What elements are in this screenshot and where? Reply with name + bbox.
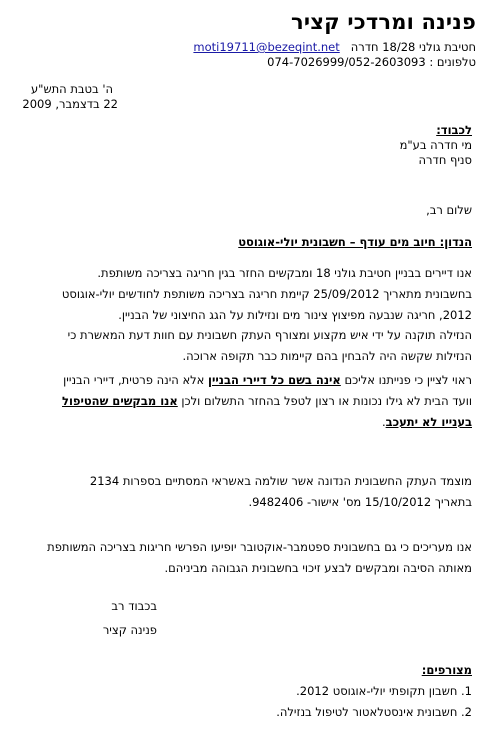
emphasis-not-all-residents: אינה בשם כל דיירי הבניין — [208, 373, 341, 387]
recipient-line-1: מי חדרה בע"מ — [399, 138, 472, 152]
paragraph-3 — [28, 471, 472, 513]
sender-name: פנינה ומרדכי קציר — [291, 10, 476, 34]
paragraph-1-line: הנזילה תוקנה על ידי איש מקצוע ומצורף העתק חשבונית עם חוות דעת המאשרת כי — [67, 328, 472, 343]
paragraph-4-line: מאותה הסיבה ומבקשים לבצע זיכוי בחשבונית הגבוהה מביניהם. — [164, 560, 472, 575]
paragraph-2-line-2 — [28, 391, 472, 412]
sender-phones: טלפונים : 074-7026999/052-2603093 — [267, 55, 476, 69]
subject-line: הנדון: חיוב מים עודף – חשבונית יולי-אוגוסט — [238, 235, 472, 249]
emphasis-request: אנו מבקשים שהטיפול — [62, 393, 178, 408]
paragraph-4-line: אנו מעריכים כי גם בחשבונית ספטמבר-אוקטובר יופיעו הפרשי חריגות בצריכה המשותפת — [47, 540, 472, 554]
paragraph-3-line: מוצמד העתק החשבונית הנדונה אשר שולמה באשראי המסתיים בספרות 2134 — [89, 474, 472, 488]
attachment-item: 2. חשבונית אינסטלאטור לטיפול בנזילה. — [276, 705, 472, 719]
recipient-label: לכבוד: — [436, 123, 472, 137]
closing-regards: בכבוד רב — [111, 599, 157, 613]
date-gregorian: 22 בדצמבר, 2009 — [22, 97, 118, 111]
paragraph-2-line-3 — [28, 412, 472, 433]
signature-name: פנינה קציר — [102, 623, 157, 637]
paragraph-2 — [28, 370, 472, 432]
greeting: שלום רב, — [426, 203, 472, 217]
sender-address: חטיבת גולני 18/28 חדרה — [350, 40, 476, 54]
paragraph-1 — [28, 263, 472, 367]
emphasis-no-delay: בענייו לא יתעכב — [385, 414, 472, 429]
paragraph-2-line-1 — [28, 370, 472, 391]
paragraph-2-text: ראוי לציין כי פנייתנו אליכם — [340, 373, 472, 387]
attachments-label: מצורפים: — [421, 663, 472, 677]
paragraph-1-line: בחשבונית מתאריך 25/09/2012 קיימת חריגה בצריכה משותפת לחודשים יולי-אוגוסט — [61, 286, 472, 301]
sender-address-line — [193, 40, 476, 54]
paragraph-3-line: בתאריך 15/10/2012 מס' אישור- 9482406. — [248, 494, 472, 509]
paragraph-2-text: אלא הינה פרטית, דיירי הבניין — [63, 373, 209, 387]
sender-email-link[interactable]: moti19711@bezeqint.net — [193, 40, 340, 54]
date-hebrew: ה' בטבת התש"ע — [30, 82, 113, 96]
paragraph-2-text: . — [381, 414, 386, 429]
paragraph-4 — [28, 537, 472, 579]
paragraph-1-line: אנו דיירים בבניין חטיבת גולני 18 ומבקשים החזר בגין חריגה בצריכה משותפת. — [97, 266, 472, 280]
paragraph-1-line: הנזילות שקשה היה להבחין בהם קיימות כבר תקופה ארוכה. — [182, 349, 472, 364]
attachment-item: 1. חשבון תקופתי יולי-אוגוסט 2012. — [296, 684, 472, 698]
paragraph-1-line: 2012, חריגה שנבעה מפיצוץ צינור מים ונזילות על הגג החיצוני של הבניין. — [118, 307, 472, 322]
recipient-line-2: סניף חדרה — [418, 153, 472, 167]
paragraph-2-text: וועד הבית לא גילו נכונות או רצון לטפל בהחזר התשלום ולכן — [177, 393, 472, 408]
